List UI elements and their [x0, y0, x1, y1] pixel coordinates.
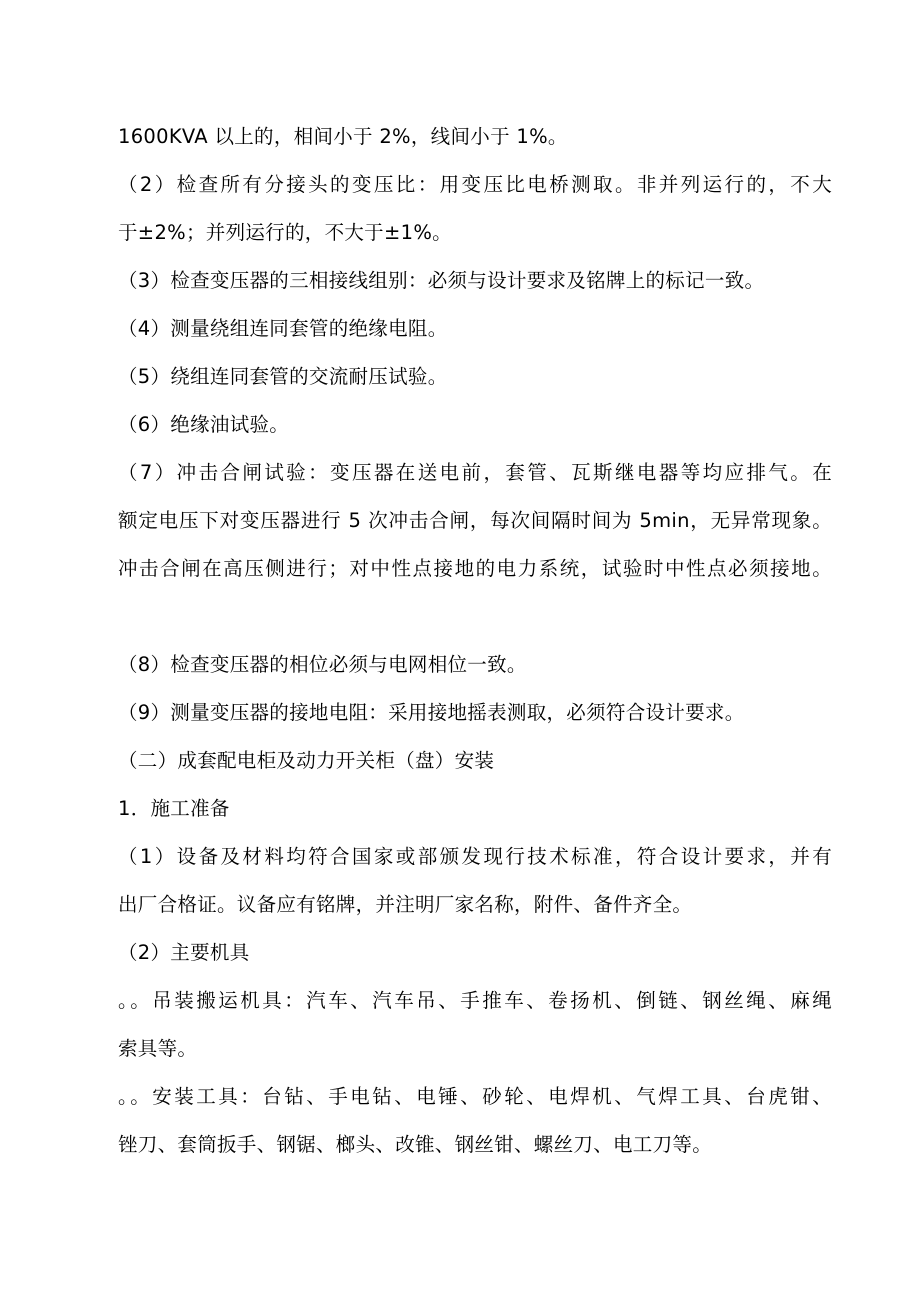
text-line-8: （7）冲击合闸试验：变压器在送电前，套管、瓦斯继电器等均应排气。在: [118, 461, 832, 484]
text-line-21: 锉刀、套筒扳手、钢锯、榔头、改锥、钢丝钳、螺丝刀、电工刀等。: [118, 1133, 713, 1156]
text-line-20: 。。安装工具：台钻、手电钻、电锤、砂轮、电焊机、气焊工具、台虎钳、: [118, 1085, 832, 1108]
text-line-10: 冲击合闸在高压侧进行；对中性点接地的电力系统，试验时中性点必须接地。: [118, 557, 832, 580]
subsection-heading: 1．施工准备: [118, 797, 230, 820]
section-heading: （二）成套配电柜及动力开关柜（盘）安装: [118, 749, 495, 772]
text-line-9: 额定电压下对变压器进行 5 次冲击合闸，每次间隔时间为 5min，无异常现象。: [118, 509, 832, 532]
text-line-18: 。。吊装搬运机具：汽车、汽车吊、手推车、卷扬机、倒链、钢丝绳、麻绳: [118, 989, 832, 1012]
text-line-7: （6）绝缘油试验。: [118, 413, 290, 436]
text-line-4: （3）检查变压器的三相接线组别：必须与设计要求及铭牌上的标记一致。: [118, 269, 765, 292]
text-line-15: （1）设备及材料均符合国家或部颁发现行技术标准，符合设计要求，并有: [118, 845, 832, 868]
text-line-5: （4）测量绕组连同套管的绝缘电阻。: [118, 317, 448, 340]
text-line-2: （2）检查所有分接头的变压比：用变压比电桥测取。非并列运行的，不大: [118, 173, 832, 196]
text-line-12: （9）测量变压器的接地电阻：采用接地摇表测取，必须符合设计要求。: [118, 701, 745, 724]
text-line-17: （2）主要机具: [118, 941, 250, 964]
text-line-1: 1600KVA 以上的，相间小于 2%，线间小于 1%。: [118, 125, 568, 148]
text-line-19: 索具等。: [118, 1037, 198, 1060]
text-line-3: 于±2%；并列运行的，不大于±1%。: [118, 221, 452, 244]
text-line-16: 出厂合格证。议备应有铭牌，并注明厂家名称，附件、备件齐全。: [118, 893, 693, 916]
text-line-6: （5）绕组连同套管的交流耐压试验。: [118, 365, 448, 388]
text-line-11: （8）检查变压器的相位必须与电网相位一致。: [118, 653, 527, 676]
